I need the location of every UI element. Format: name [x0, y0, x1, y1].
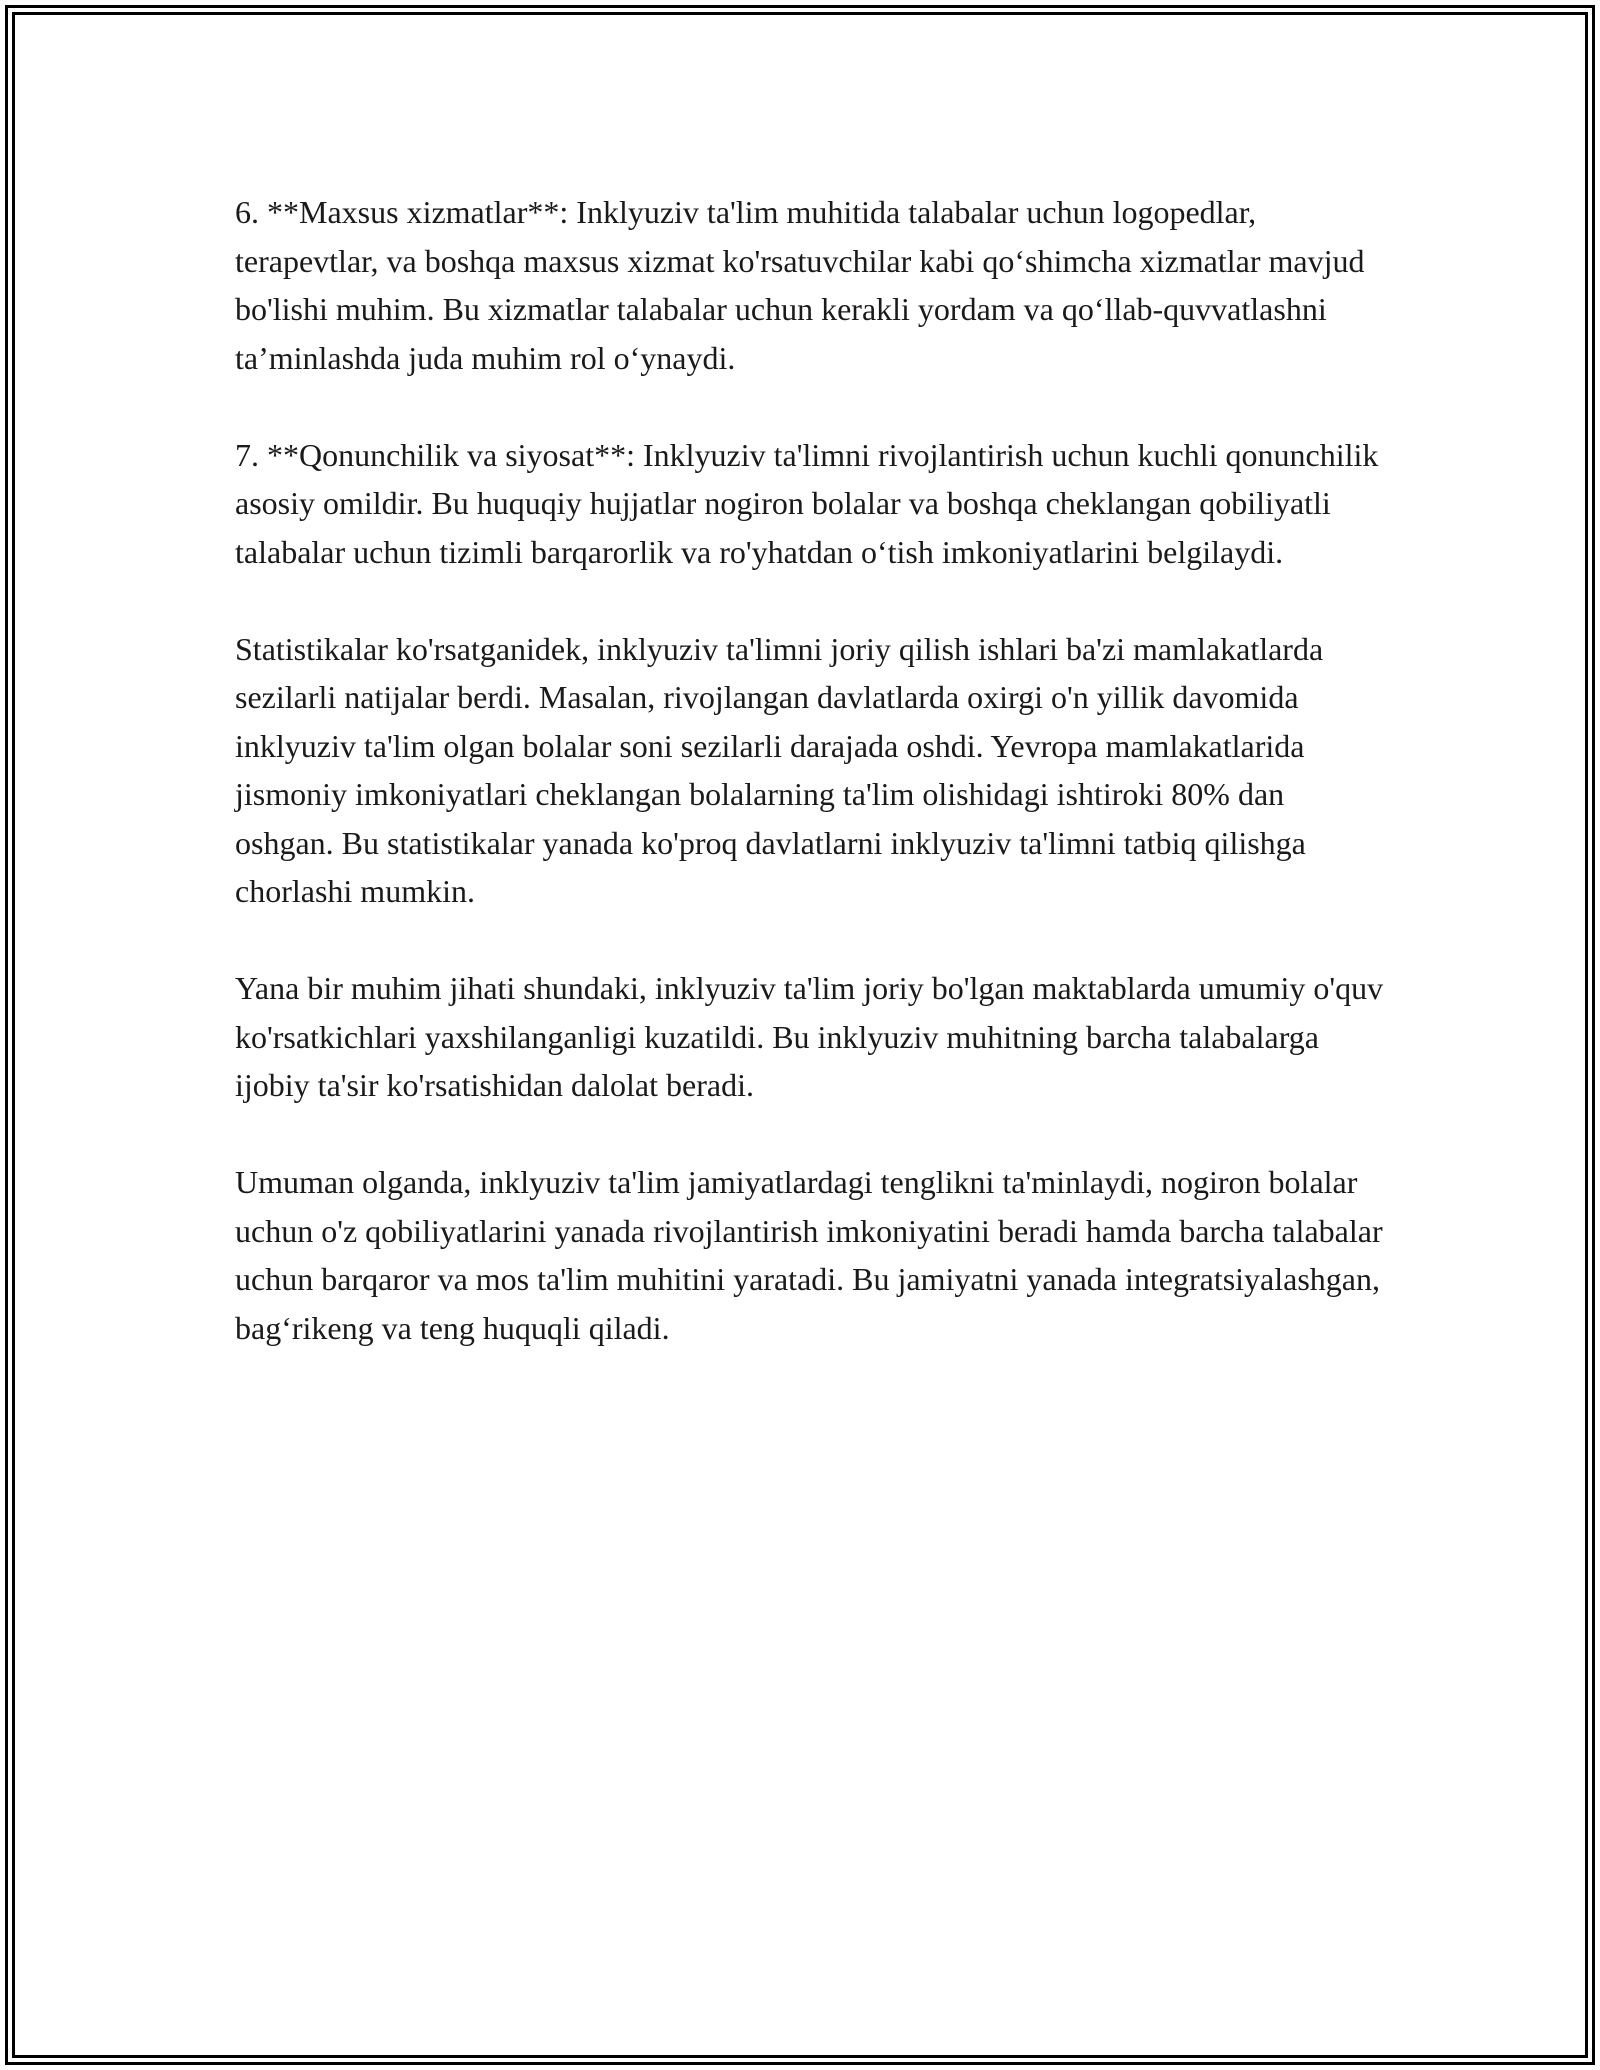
paragraph-conclusion: Umuman olganda, inklyuziv ta'lim jamiyatlardagi tenglikni ta'minlaydi, nogiron bolalar uchun o'z qobiliyatlarini yanada rivojlantirish imkoniyatini beradi hamda barcha talabalar uchun barqaror va mos ta'lim muhitini yaratadi. Bu jamiyatni yanada integratsiyalashgan, bag‘rikeng va teng huquqli qiladi. [235, 1164, 1383, 1346]
paragraph-special-services: 6. **Maxsus xizmatlar**: Inklyuziv ta'lim muhitida talabalar uchun logopedlar, terapevtlar, va boshqa maxsus xizmat ko'rsatuvchilar kabi qo‘shimcha xizmatlar mavjud bo'lishi muhim. Bu xizmatlar talabalar uchun kerakli yordam va qo‘llab-quvvatlashni ta’minlashda juda muhim rol o‘ynaydi. [235, 194, 1365, 376]
document-body [235, 188, 1385, 1401]
paragraph-statistics: Statistikalar ko'rsatganidek, inklyuziv ta'limni joriy qilish ishlari ba'zi mamlakatlarda sezilarli natijalar berdi. Masalan, rivojlangan davlatlarda oxirgi o'n yillik davomida inklyuziv ta'lim olgan bolalar soni sezilarli darajada oshdi. Yevropa mamlakatlarida jismoniy imkoniyatlari cheklangan bolalarning ta'lim olishidagi ishtiroki 80% dan oshgan. Bu statistikalar yanada ko'proq davlatlarni inklyuziv ta'limni tatbiq qilishga chorlashi mumkin. [235, 630, 1324, 909]
paragraph-academic-results: Yana bir muhim jihati shundaki, inklyuziv ta'lim joriy bo'lgan maktablarda umumiy o'quv ko'rsatkichlari yaxshilanganligi kuzatildi. Bu inklyuziv muhitning barcha talabalarga ijobiy ta'sir ko'rsatishidan dalolat beradi. [235, 970, 1384, 1103]
paragraph-legislation-policy: 7. **Qonunchilik va siyosat**: Inklyuziv ta'limni rivojlantirish uchun kuchli qonunchilik asosiy omildir. Bu huquqiy hujjatlar nogiron bolalar va boshqa cheklangan qobiliyatli talabalar uchun tizimli barqarorlik va ro'yhatdan o‘tish imkoniyatlarini belgilaydi. [235, 436, 1379, 570]
